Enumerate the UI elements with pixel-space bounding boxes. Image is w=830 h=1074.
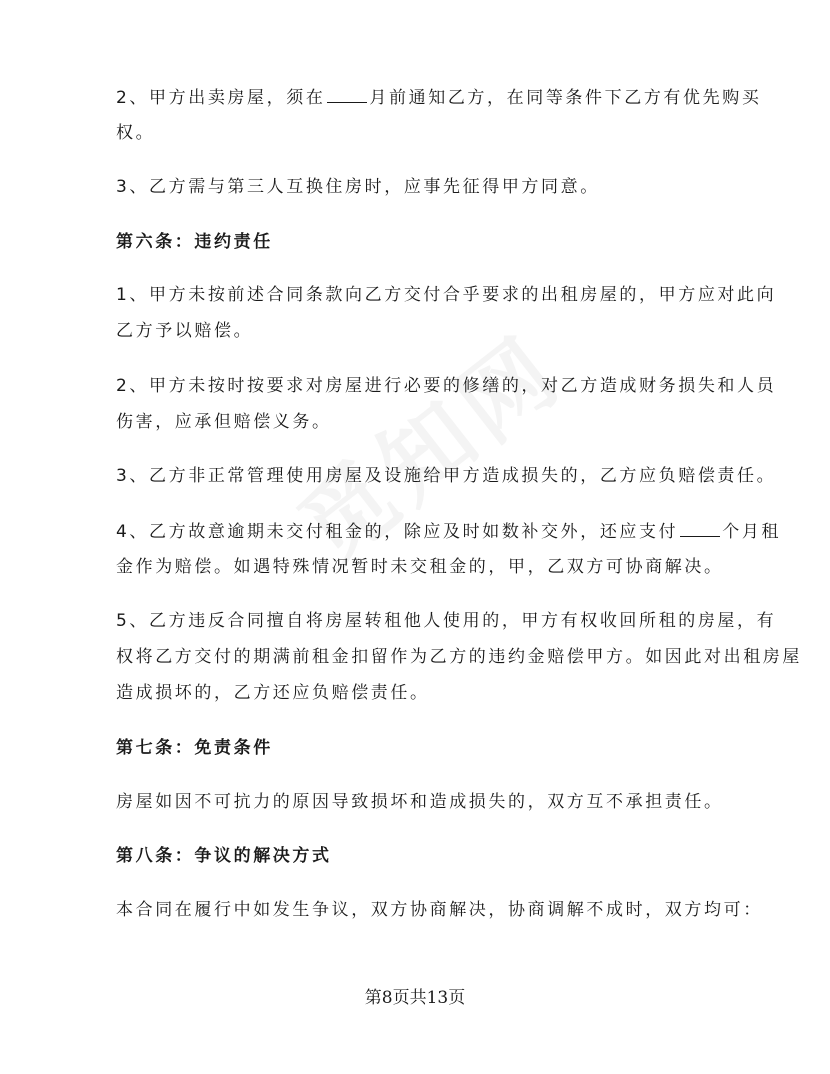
clause-6-2-line2: 伤害，应承但赔偿义务。: [116, 412, 332, 432]
clause-5-2-line1: [116, 84, 762, 110]
article-8-text: 本合同在履行中如发生争议，双方协商解决，协商调解不成时，双方均可：: [116, 900, 763, 920]
clause-5-3: 3、乙方需与第三人互换住房时，应事先征得甲方同意。: [116, 177, 600, 197]
text-segment: 4、乙方故意逾期未交付租金的，除应及时如数补交外，还应支付: [116, 522, 679, 542]
clause-6-4-line1: [116, 518, 782, 544]
clause-6-5-line1: 5、乙方违反合同擅自将房屋转租他人使用的，甲方有权收回所租的房屋，有: [116, 611, 777, 631]
text-segment: 2、甲方出卖房屋，须在: [116, 88, 326, 108]
text-segment: 个月租: [722, 522, 782, 542]
clause-6-1-line1: 1、甲方未按前述合同条款向乙方交付合乎要求的出租房屋的，甲方应对此向: [116, 285, 777, 305]
article-8-heading: 第八条：争议的解决方式: [116, 846, 332, 866]
page-number-footer: 第8页共13页: [364, 988, 466, 1008]
fill-in-blank: [680, 518, 720, 537]
article-6-heading: 第六条：违约责任: [116, 232, 273, 252]
clause-6-2-line1: 2、甲方未按时按要求对房屋进行必要的修缮的，对乙方造成财务损失和人员: [116, 376, 777, 396]
clause-6-3: 3、乙方非正常管理使用房屋及设施给甲方造成损失的，乙方应负赔偿责任。: [116, 466, 777, 486]
clause-6-5-line3: 造成损坏的，乙方还应负赔偿责任。: [116, 683, 430, 703]
article-7-heading: 第七条：免责条件: [116, 738, 273, 758]
article-7-text: 房屋如因不可抗力的原因导致损坏和造成损失的，双方互不承担责任。: [116, 792, 724, 812]
clause-6-4-line2: 金作为赔偿。如遇特殊情况暂时未交租金的，甲，乙双方可协商解决。: [116, 557, 724, 577]
text-segment: 月前通知乙方，在同等条件下乙方有优先购买: [369, 88, 762, 108]
clause-5-2-line2: 权。: [116, 123, 156, 143]
clause-6-1-line2: 乙方予以赔偿。: [116, 321, 254, 341]
clause-6-5-line2: 权将乙方交付的期满前租金扣留作为乙方的违约金赔偿甲方。如因此对出租房屋: [116, 647, 802, 667]
fill-in-blank: [327, 84, 367, 103]
